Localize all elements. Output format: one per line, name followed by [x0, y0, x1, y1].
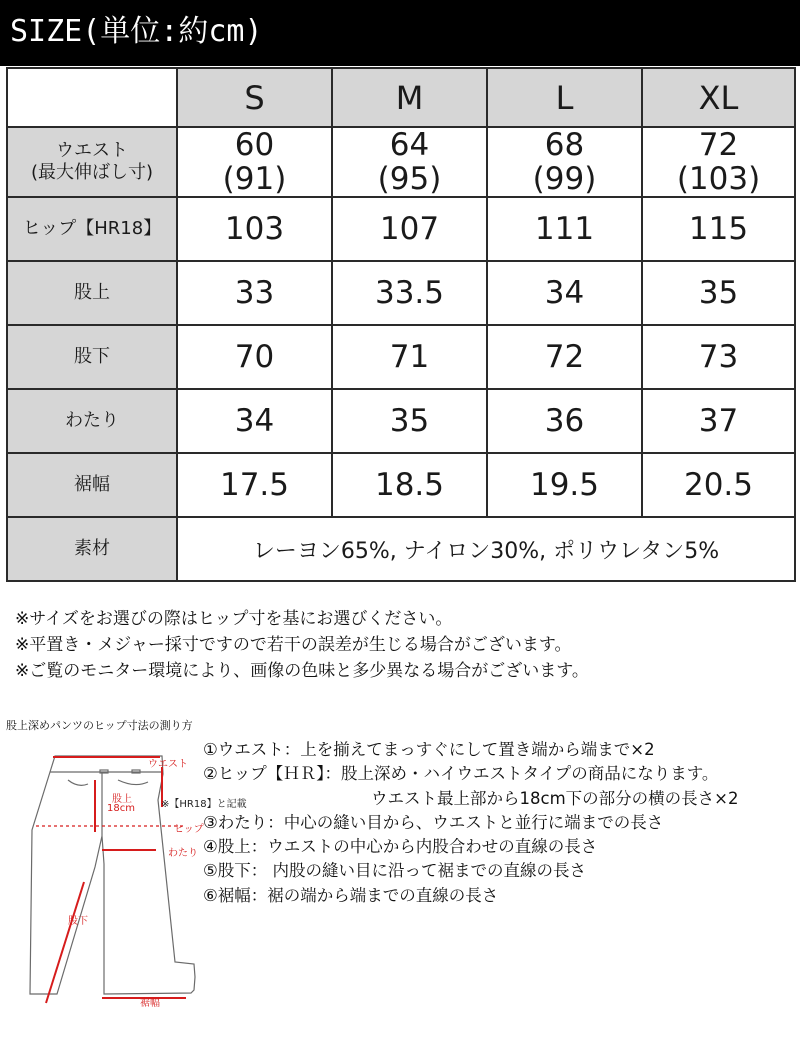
row-label-waist	[7, 127, 177, 197]
cell-value: 34	[487, 261, 642, 325]
notes	[15, 606, 795, 684]
cell-value: 103	[177, 197, 332, 261]
label-inseam: 股下	[68, 916, 88, 927]
label-rise-18: 18cm	[107, 803, 135, 814]
cell-value: 107	[332, 197, 487, 261]
header-bar	[0, 0, 800, 66]
note-line: ※サイズをお選びの際はヒップ寸を基にお選びください。	[15, 609, 453, 629]
corner-cell	[7, 68, 177, 127]
cell-sub: (99)	[532, 161, 597, 197]
cell-value: 20.5	[642, 453, 795, 517]
material-value: レーヨン65%, ナイロン30%, ポリウレタン5%	[177, 517, 795, 581]
row-label-hem: 裾幅	[7, 453, 177, 517]
cell-value: 37	[642, 389, 795, 453]
note-line: ※ご覧のモニター環境により、画像の色味と多少異なる場合がございます。	[15, 661, 589, 681]
cell-value: 70	[177, 325, 332, 389]
note-line: ※平置き・メジャー採寸ですので若干の誤差が生じる場合がございます。	[15, 635, 572, 655]
inseam-line	[46, 882, 84, 1003]
pants-diagram	[0, 740, 205, 1045]
cell-value: 33.5	[332, 261, 487, 325]
row-label-hip: ヒップ【HR18】	[7, 197, 177, 261]
step-inseam: ⑤股下： 内股の縫い目に沿って裾までの直線の長さ	[203, 861, 587, 881]
cell-value	[177, 127, 332, 197]
table-row-inseam	[7, 325, 795, 389]
row-label-line: ウエスト	[56, 140, 128, 161]
cell-value: 111	[487, 197, 642, 261]
table-row-waist	[7, 127, 795, 197]
measure-steps	[203, 738, 738, 908]
label-hr-note: ※【HR18】と記載	[161, 799, 247, 810]
page-title: SIZE(単位:約cm)	[10, 14, 263, 49]
row-label-inseam: 股下	[7, 325, 177, 389]
cell-main: 68	[544, 127, 585, 163]
size-table	[6, 67, 796, 582]
step-hip-detail: ウエスト最上部から18cm下の部分の横の長さ×2	[371, 788, 739, 808]
cell-sub: (103)	[676, 161, 761, 197]
label-hem: 裾幅	[140, 998, 160, 1009]
cell-value: 35	[332, 389, 487, 453]
table-row-thigh	[7, 389, 795, 453]
cell-value: 33	[177, 261, 332, 325]
label-waist: ウエスト	[148, 759, 188, 770]
cell-value: 36	[487, 389, 642, 453]
cell-value: 19.5	[487, 453, 642, 517]
table-row-rise	[7, 261, 795, 325]
label-hip: ヒップ	[174, 824, 204, 835]
size-header-row	[7, 68, 795, 127]
cell-sub: (95)	[377, 161, 442, 197]
table-row-hem	[7, 453, 795, 517]
cell-value	[332, 127, 487, 197]
row-label-material: 素材	[7, 517, 177, 581]
cell-main: 60	[234, 127, 275, 163]
label-rise: 股上	[112, 794, 132, 805]
step-hem: ⑥裾幅：裾の端から端までの直線の長さ	[203, 885, 499, 905]
size-col-m: M	[332, 68, 487, 127]
step-waist: ①ウエスト：上を揃えてまっすぐにして置き端から端まで×2	[203, 740, 655, 759]
cell-value: 17.5	[177, 453, 332, 517]
cell-value: 115	[642, 197, 795, 261]
step-rise: ④股上：ウエストの中心から内股合わせの直線の長さ	[203, 837, 598, 857]
step-hip: ②ヒップ【ＨＲ】：股上深め・ハイウエストタイプの商品になります。	[203, 764, 719, 784]
row-label-rise: 股上	[7, 261, 177, 325]
cell-value: 71	[332, 325, 487, 389]
cell-value: 18.5	[332, 453, 487, 517]
row-label-thigh: わたり	[7, 389, 177, 453]
guide-title: 股上深めパンツのヒップ寸法の測り方	[6, 719, 193, 732]
cell-value	[642, 127, 795, 197]
cell-value: 34	[177, 389, 332, 453]
cell-main: 64	[389, 127, 430, 163]
row-label-line: (最大伸ばし寸)	[30, 162, 154, 183]
cell-main: 72	[698, 127, 739, 163]
cell-value: 73	[642, 325, 795, 389]
size-col-l: L	[487, 68, 642, 127]
cell-sub: (91)	[222, 161, 287, 197]
size-col-xl: XL	[642, 68, 795, 127]
step-thigh: ③わたり：中心の縫い目から、ウエストと並行に端までの長さ	[203, 812, 664, 832]
measure-lines	[36, 757, 186, 1003]
size-col-s: S	[177, 68, 332, 127]
cell-value: 35	[642, 261, 795, 325]
cell-value	[487, 127, 642, 197]
cell-value: 72	[487, 325, 642, 389]
table-row-material	[7, 517, 795, 581]
table-row-hip	[7, 197, 795, 261]
label-thigh: わたり	[168, 848, 198, 859]
